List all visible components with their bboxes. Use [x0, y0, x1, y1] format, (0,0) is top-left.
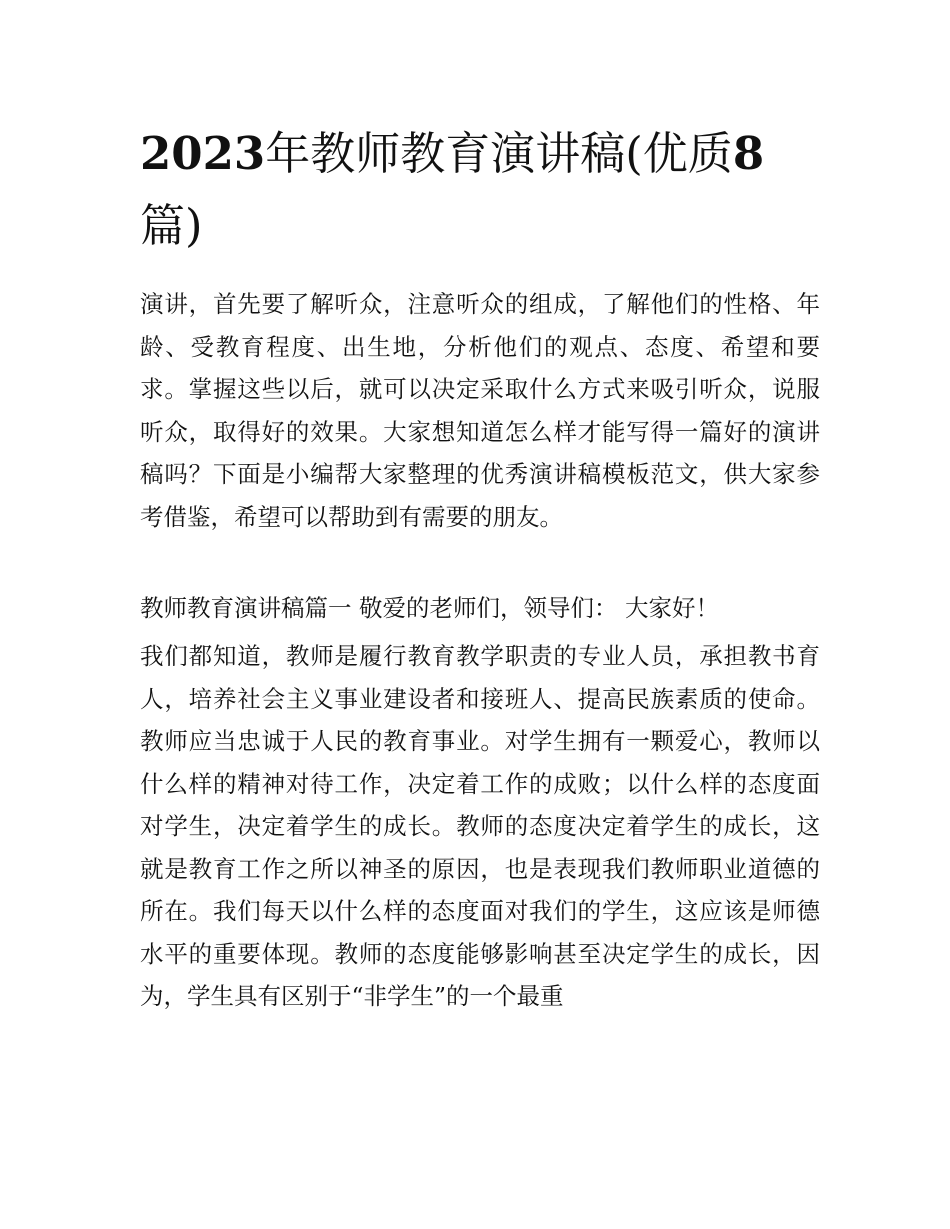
body-paragraph: 我们都知道，教师是履行教育教学职责的专业人员，承担教书育人，培养社会主义事业建设者和接班人、提高民族素质的使命。教师应当忠诚于人民的教育事业。对学生拥有一颗爱心，教师以什么样的精神对待工作，决定着工作的成败；以什么样的态度面对学生，决定着学生的成长。教师的态度决定着学生的成长，这就是教育工作之所以神圣的原因，也是表现我们教师职业道德的所在。我们每天以什么样的态度面对我们的学生，这应该是师德水平的重要体现。教师的态度能够影响甚至决定学生的成长，因为，学生具有区别于“非学生”的一个最重	[140, 642, 820, 1010]
section-heading-paragraph: 教师教育演讲稿篇一 敬爱的老师们，领导们： 大家好！	[140, 594, 719, 622]
title-middle: 年教师教育演讲稿(优质	[265, 127, 733, 180]
title-count: 8	[732, 127, 765, 180]
intro-paragraph: 演讲，首先要了解听众，注意听众的组成，了解他们的性格、年龄、受教育程度、出生地，分析他们的观点、态度、希望和要求。掌握这些以后，就可以决定采取什么方式来吸引听众，说服听众，取得好的效果。大家想知道怎么样才能写得一篇好的演讲稿吗？下面是小编帮大家整理的优秀演讲稿模板范文，供大家参考借鉴，希望可以帮助到有需要的朋友。	[140, 290, 820, 531]
title-end: 篇)	[140, 199, 203, 252]
title-year: 2023	[140, 127, 266, 180]
document-title	[140, 118, 820, 262]
